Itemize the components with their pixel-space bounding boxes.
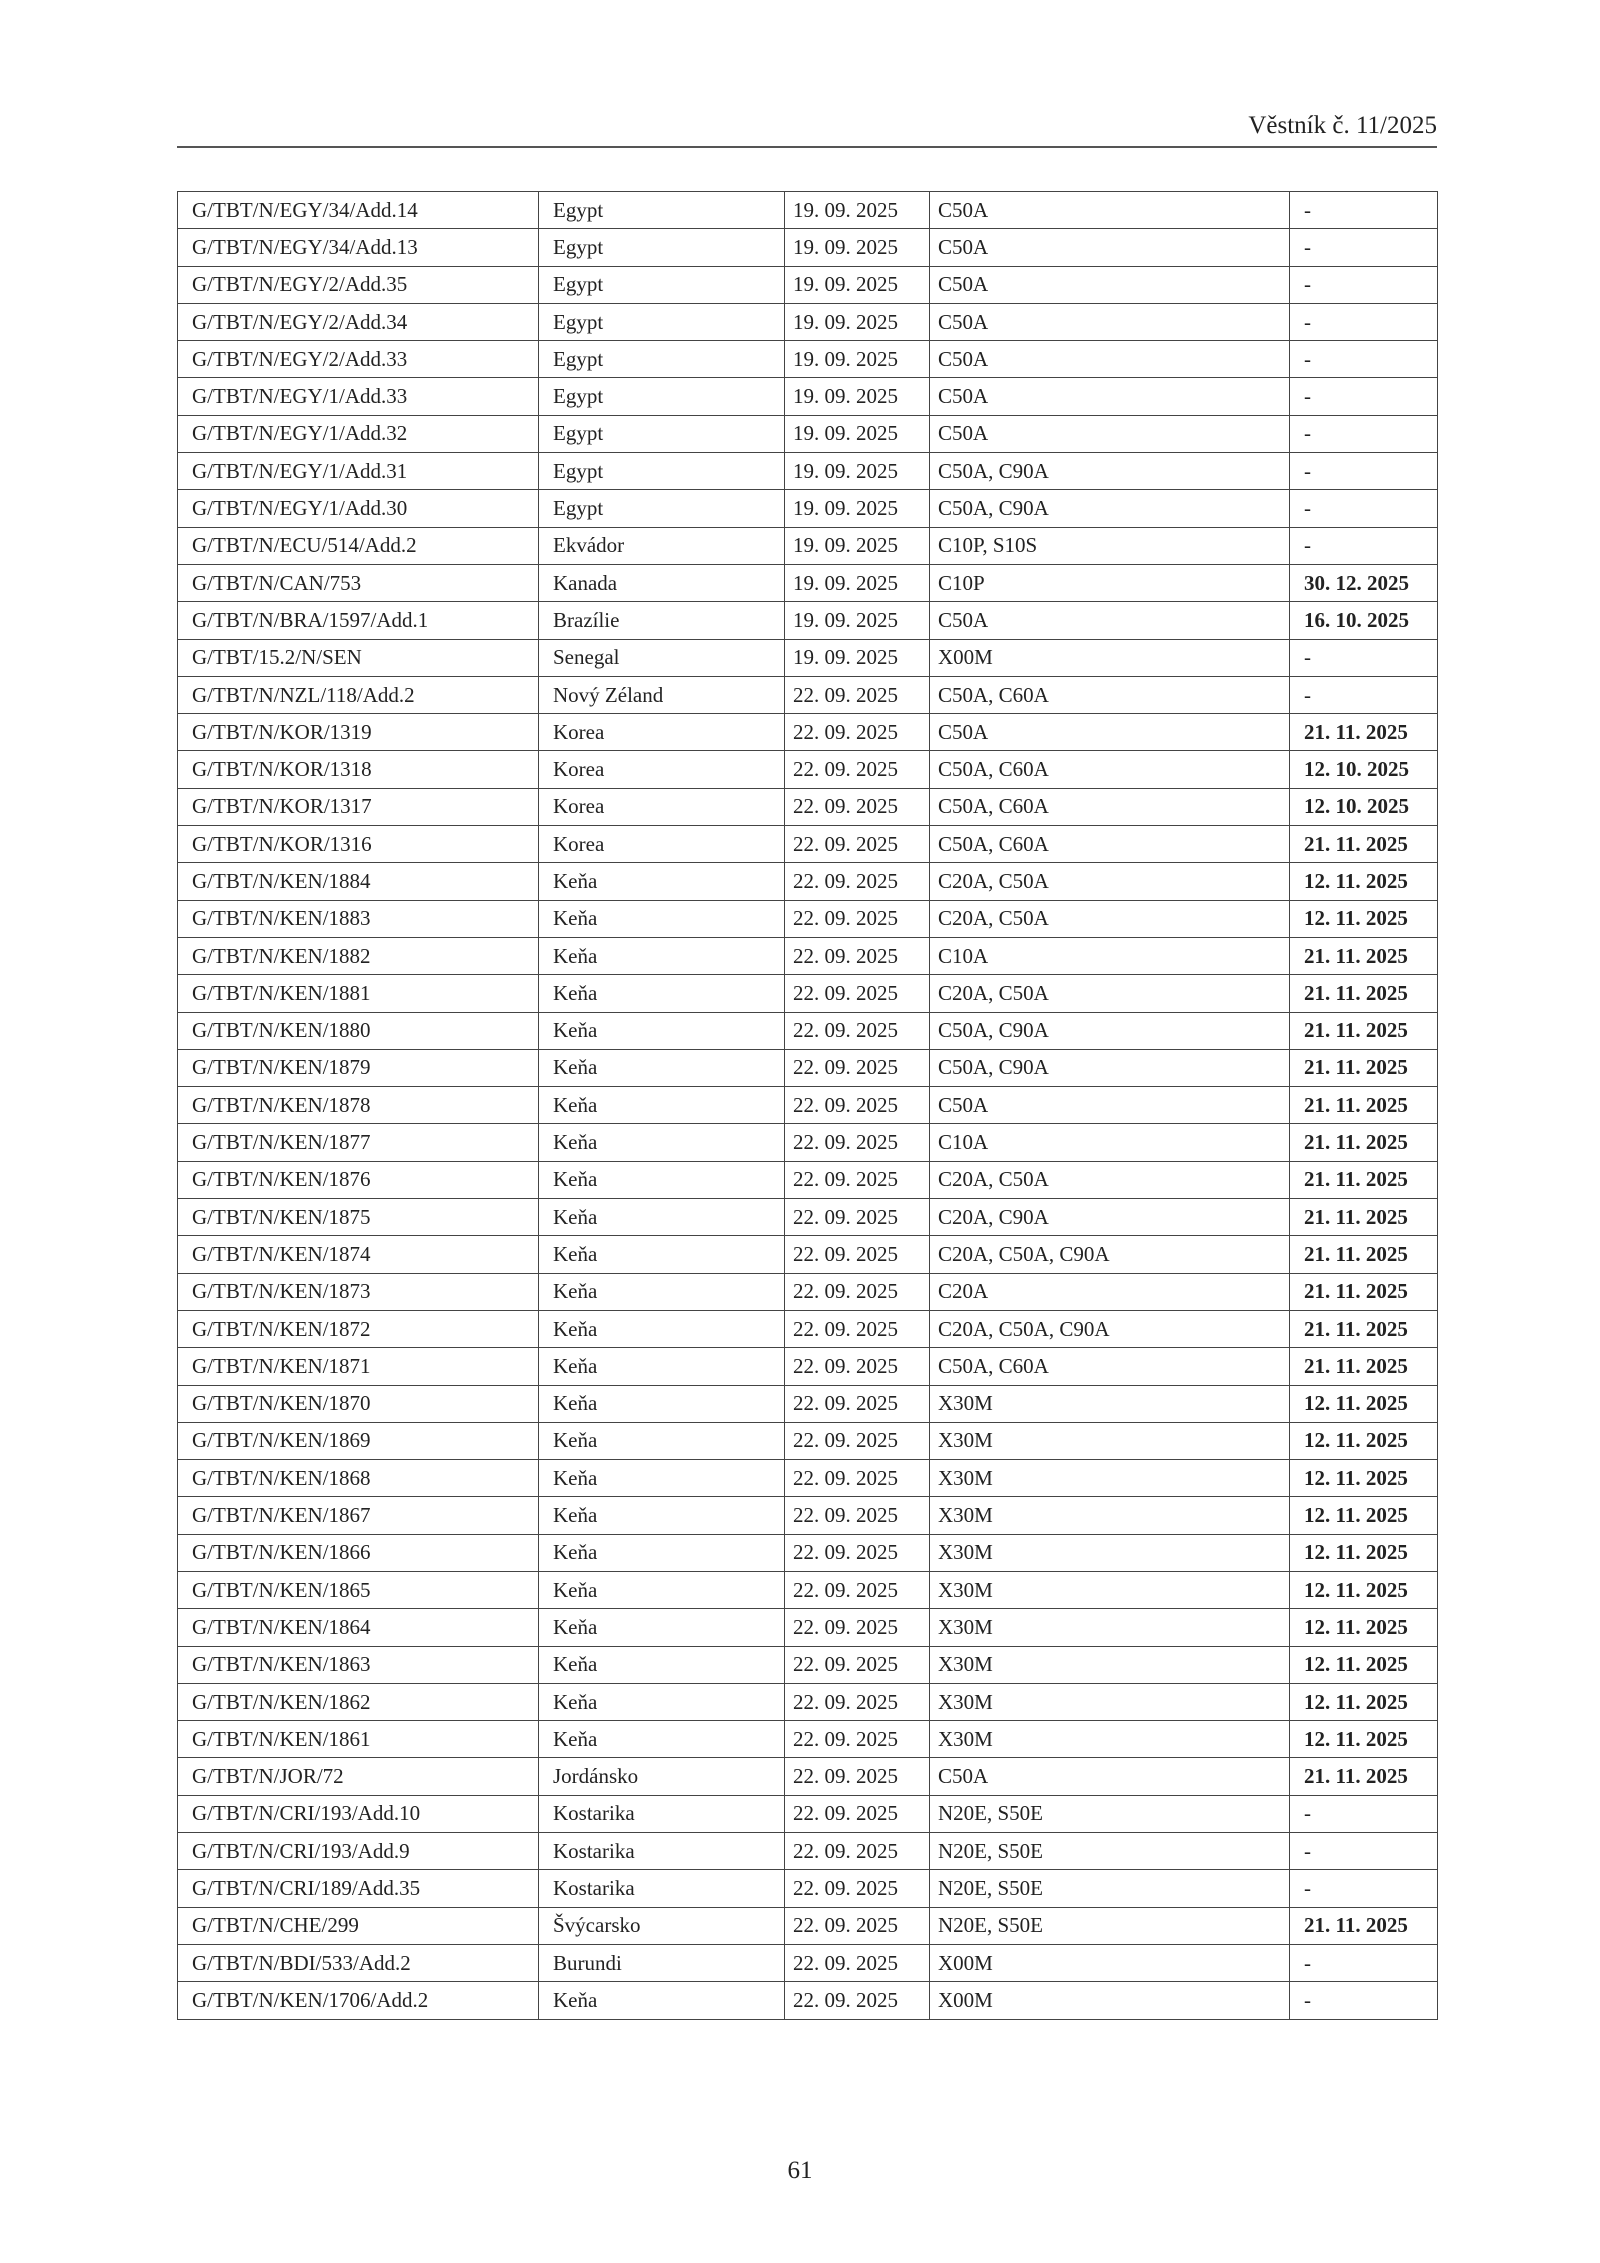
comment-deadline-cell: 12. 11. 2025 [1290, 1683, 1438, 1720]
country-cell: Egypt [539, 415, 785, 452]
comment-deadline-cell: 12. 11. 2025 [1290, 1460, 1438, 1497]
notification-date-cell: 19. 09. 2025 [785, 639, 930, 676]
product-codes-cell: N20E, S50E [930, 1833, 1290, 1870]
comment-deadline-cell: 21. 11. 2025 [1290, 1758, 1438, 1795]
comment-deadline-cell: 21. 11. 2025 [1290, 1087, 1438, 1124]
product-codes-cell: X00M [930, 1982, 1290, 2019]
table-row [178, 303, 1438, 340]
comment-deadline-cell: 21. 11. 2025 [1290, 1199, 1438, 1236]
table-row [178, 415, 1438, 452]
notification-date-cell: 22. 09. 2025 [785, 1683, 930, 1720]
document-symbol-cell: G/TBT/N/JOR/72 [178, 1758, 539, 1795]
notification-date-cell: 19. 09. 2025 [785, 341, 930, 378]
table-row [178, 378, 1438, 415]
comment-deadline-cell: - [1290, 341, 1438, 378]
comment-deadline-cell: - [1290, 676, 1438, 713]
table-row [178, 1944, 1438, 1981]
product-codes-cell: C20A, C50A, C90A [930, 1236, 1290, 1273]
document-symbol-cell: G/TBT/15.2/N/SEN [178, 639, 539, 676]
product-codes-cell: C50A [930, 415, 1290, 452]
table-row [178, 863, 1438, 900]
document-symbol-cell: G/TBT/N/EGY/34/Add.13 [178, 229, 539, 266]
table-row [178, 1833, 1438, 1870]
document-symbol-cell: G/TBT/N/KEN/1868 [178, 1460, 539, 1497]
notification-date-cell: 22. 09. 2025 [785, 1982, 930, 2019]
comment-deadline-cell: 21. 11. 2025 [1290, 826, 1438, 863]
table-row [178, 1683, 1438, 1720]
document-symbol-cell: G/TBT/N/CRI/193/Add.9 [178, 1833, 539, 1870]
comment-deadline-cell: 12. 11. 2025 [1290, 1721, 1438, 1758]
comment-deadline-cell: 16. 10. 2025 [1290, 602, 1438, 639]
product-codes-cell: C10P [930, 564, 1290, 601]
country-cell: Keňa [539, 1124, 785, 1161]
notification-date-cell: 22. 09. 2025 [785, 714, 930, 751]
document-symbol-cell: G/TBT/N/KOR/1316 [178, 826, 539, 863]
country-cell: Keňa [539, 1982, 785, 2019]
comment-deadline-cell: 12. 10. 2025 [1290, 751, 1438, 788]
country-cell: Senegal [539, 639, 785, 676]
table-row [178, 788, 1438, 825]
notification-date-cell: 19. 09. 2025 [785, 490, 930, 527]
product-codes-cell: C50A [930, 266, 1290, 303]
country-cell: Keňa [539, 1646, 785, 1683]
document-symbol-cell: G/TBT/N/KEN/1883 [178, 900, 539, 937]
comment-deadline-cell: 21. 11. 2025 [1290, 937, 1438, 974]
country-cell: Egypt [539, 453, 785, 490]
document-symbol-cell: G/TBT/N/EGY/1/Add.31 [178, 453, 539, 490]
notification-date-cell: 22. 09. 2025 [785, 1758, 930, 1795]
country-cell: Korea [539, 714, 785, 751]
country-cell: Keňa [539, 1310, 785, 1347]
document-symbol-cell: G/TBT/N/ECU/514/Add.2 [178, 527, 539, 564]
country-cell: Keňa [539, 1161, 785, 1198]
comment-deadline-cell: - [1290, 1795, 1438, 1832]
product-codes-cell: C50A, C90A [930, 490, 1290, 527]
notification-date-cell: 22. 09. 2025 [785, 788, 930, 825]
product-codes-cell: C20A, C50A [930, 863, 1290, 900]
notification-date-cell: 22. 09. 2025 [785, 1273, 930, 1310]
header-divider [177, 146, 1437, 148]
comment-deadline-cell: 12. 11. 2025 [1290, 1571, 1438, 1608]
document-symbol-cell: G/TBT/N/NZL/118/Add.2 [178, 676, 539, 713]
notification-date-cell: 22. 09. 2025 [785, 1497, 930, 1534]
table-row [178, 453, 1438, 490]
table-row [178, 1907, 1438, 1944]
document-symbol-cell: G/TBT/N/KEN/1881 [178, 975, 539, 1012]
table-row [178, 1795, 1438, 1832]
product-codes-cell: X00M [930, 639, 1290, 676]
product-codes-cell: C50A, C90A [930, 1049, 1290, 1086]
notification-date-cell: 19. 09. 2025 [785, 378, 930, 415]
product-codes-cell: C50A [930, 303, 1290, 340]
country-cell: Keňa [539, 863, 785, 900]
notification-date-cell: 22. 09. 2025 [785, 1087, 930, 1124]
country-cell: Keňa [539, 900, 785, 937]
comment-deadline-cell: - [1290, 1870, 1438, 1907]
country-cell: Korea [539, 751, 785, 788]
country-cell: Ekvádor [539, 527, 785, 564]
comment-deadline-cell: - [1290, 303, 1438, 340]
comment-deadline-cell: - [1290, 266, 1438, 303]
country-cell: Keňa [539, 1385, 785, 1422]
country-cell: Keňa [539, 1236, 785, 1273]
product-codes-cell: X30M [930, 1571, 1290, 1608]
document-symbol-cell: G/TBT/N/KEN/1865 [178, 1571, 539, 1608]
notification-date-cell: 19. 09. 2025 [785, 453, 930, 490]
notifications-table [177, 191, 1438, 2020]
country-cell: Keňa [539, 1609, 785, 1646]
product-codes-cell: C50A [930, 378, 1290, 415]
country-cell: Kostarika [539, 1795, 785, 1832]
table-row [178, 490, 1438, 527]
document-symbol-cell: G/TBT/N/EGY/1/Add.32 [178, 415, 539, 452]
comment-deadline-cell: - [1290, 1944, 1438, 1981]
country-cell: Egypt [539, 341, 785, 378]
country-cell: Brazílie [539, 602, 785, 639]
notification-date-cell: 22. 09. 2025 [785, 1199, 930, 1236]
product-codes-cell: X30M [930, 1497, 1290, 1534]
comment-deadline-cell: 21. 11. 2025 [1290, 1310, 1438, 1347]
comment-deadline-cell: - [1290, 490, 1438, 527]
notification-date-cell: 22. 09. 2025 [785, 1534, 930, 1571]
comment-deadline-cell: 12. 11. 2025 [1290, 1422, 1438, 1459]
country-cell: Keňa [539, 937, 785, 974]
notification-date-cell: 19. 09. 2025 [785, 527, 930, 564]
notification-date-cell: 22. 09. 2025 [785, 751, 930, 788]
comment-deadline-cell: - [1290, 1982, 1438, 2019]
country-cell: Egypt [539, 266, 785, 303]
notification-date-cell: 19. 09. 2025 [785, 192, 930, 229]
country-cell: Keňa [539, 1348, 785, 1385]
notification-date-cell: 22. 09. 2025 [785, 1721, 930, 1758]
product-codes-cell: X30M [930, 1422, 1290, 1459]
notification-date-cell: 22. 09. 2025 [785, 1422, 930, 1459]
notification-date-cell: 19. 09. 2025 [785, 266, 930, 303]
comment-deadline-cell: 21. 11. 2025 [1290, 1161, 1438, 1198]
country-cell: Egypt [539, 378, 785, 415]
product-codes-cell: C50A [930, 1087, 1290, 1124]
table-row [178, 1199, 1438, 1236]
country-cell: Keňa [539, 1460, 785, 1497]
table-row [178, 1124, 1438, 1161]
notification-date-cell: 22. 09. 2025 [785, 1460, 930, 1497]
notification-date-cell: 22. 09. 2025 [785, 826, 930, 863]
document-symbol-cell: G/TBT/N/EGY/1/Add.33 [178, 378, 539, 415]
comment-deadline-cell: - [1290, 192, 1438, 229]
table-row [178, 1870, 1438, 1907]
table-row [178, 975, 1438, 1012]
country-cell: Egypt [539, 229, 785, 266]
comment-deadline-cell: - [1290, 229, 1438, 266]
product-codes-cell: C50A [930, 229, 1290, 266]
product-codes-cell: C50A, C60A [930, 751, 1290, 788]
table-row [178, 1012, 1438, 1049]
country-cell: Keňa [539, 1199, 785, 1236]
document-symbol-cell: G/TBT/N/KEN/1882 [178, 937, 539, 974]
table-row [178, 1310, 1438, 1347]
product-codes-cell: C50A, C60A [930, 1348, 1290, 1385]
product-codes-cell: C50A [930, 602, 1290, 639]
comment-deadline-cell: 21. 11. 2025 [1290, 1348, 1438, 1385]
product-codes-cell: N20E, S50E [930, 1907, 1290, 1944]
notification-date-cell: 19. 09. 2025 [785, 564, 930, 601]
country-cell: Korea [539, 788, 785, 825]
country-cell: Kostarika [539, 1833, 785, 1870]
table-row [178, 1273, 1438, 1310]
country-cell: Keňa [539, 1497, 785, 1534]
table-row [178, 1571, 1438, 1608]
country-cell: Burundi [539, 1944, 785, 1981]
notification-date-cell: 22. 09. 2025 [785, 1795, 930, 1832]
notification-date-cell: 22. 09. 2025 [785, 900, 930, 937]
table-row [178, 229, 1438, 266]
product-codes-cell: X30M [930, 1385, 1290, 1422]
notification-date-cell: 22. 09. 2025 [785, 937, 930, 974]
notification-date-cell: 22. 09. 2025 [785, 1049, 930, 1086]
table-row [178, 1646, 1438, 1683]
table-row [178, 1385, 1438, 1422]
comment-deadline-cell: 21. 11. 2025 [1290, 1907, 1438, 1944]
country-cell: Keňa [539, 1422, 785, 1459]
table-row [178, 1721, 1438, 1758]
notification-date-cell: 19. 09. 2025 [785, 602, 930, 639]
comment-deadline-cell: 12. 11. 2025 [1290, 1646, 1438, 1683]
comment-deadline-cell: 21. 11. 2025 [1290, 1273, 1438, 1310]
notification-date-cell: 22. 09. 2025 [785, 1012, 930, 1049]
table-row [178, 602, 1438, 639]
table-row [178, 527, 1438, 564]
table-row [178, 341, 1438, 378]
notification-date-cell: 19. 09. 2025 [785, 303, 930, 340]
document-symbol-cell: G/TBT/N/KEN/1884 [178, 863, 539, 900]
country-cell: Keňa [539, 1087, 785, 1124]
product-codes-cell: X30M [930, 1460, 1290, 1497]
comment-deadline-cell: - [1290, 527, 1438, 564]
product-codes-cell: C50A, C60A [930, 676, 1290, 713]
table-row [178, 639, 1438, 676]
comment-deadline-cell: 21. 11. 2025 [1290, 1236, 1438, 1273]
table-row [178, 564, 1438, 601]
country-cell: Švýcarsko [539, 1907, 785, 1944]
notification-date-cell: 22. 09. 2025 [785, 1161, 930, 1198]
table-row [178, 1982, 1438, 2019]
product-codes-cell: X30M [930, 1646, 1290, 1683]
product-codes-cell: C50A [930, 714, 1290, 751]
document-symbol-cell: G/TBT/N/KEN/1862 [178, 1683, 539, 1720]
country-cell: Keňa [539, 1683, 785, 1720]
country-cell: Keňa [539, 1273, 785, 1310]
product-codes-cell: X30M [930, 1534, 1290, 1571]
comment-deadline-cell: 12. 11. 2025 [1290, 863, 1438, 900]
notification-date-cell: 22. 09. 2025 [785, 1609, 930, 1646]
document-symbol-cell: G/TBT/N/KEN/1869 [178, 1422, 539, 1459]
table-row [178, 714, 1438, 751]
comment-deadline-cell: - [1290, 639, 1438, 676]
product-codes-cell: C20A [930, 1273, 1290, 1310]
notification-date-cell: 22. 09. 2025 [785, 1310, 930, 1347]
product-codes-cell: N20E, S50E [930, 1795, 1290, 1832]
document-symbol-cell: G/TBT/N/KOR/1317 [178, 788, 539, 825]
country-cell: Korea [539, 826, 785, 863]
comment-deadline-cell: 12. 11. 2025 [1290, 1534, 1438, 1571]
product-codes-cell: C50A, C60A [930, 826, 1290, 863]
notification-date-cell: 22. 09. 2025 [785, 975, 930, 1012]
document-symbol-cell: G/TBT/N/KEN/1878 [178, 1087, 539, 1124]
product-codes-cell: C20A, C50A [930, 1161, 1290, 1198]
document-symbol-cell: G/TBT/N/EGY/2/Add.33 [178, 341, 539, 378]
comment-deadline-cell: - [1290, 378, 1438, 415]
table-row [178, 826, 1438, 863]
comment-deadline-cell: - [1290, 415, 1438, 452]
product-codes-cell: C20A, C50A [930, 900, 1290, 937]
table-row [178, 1422, 1438, 1459]
table-row [178, 1758, 1438, 1795]
document-symbol-cell: G/TBT/N/CRI/189/Add.35 [178, 1870, 539, 1907]
document-symbol-cell: G/TBT/N/KEN/1875 [178, 1199, 539, 1236]
document-symbol-cell: G/TBT/N/KEN/1706/Add.2 [178, 1982, 539, 2019]
comment-deadline-cell: 12. 11. 2025 [1290, 900, 1438, 937]
table-row [178, 1236, 1438, 1273]
country-cell: Nový Zéland [539, 676, 785, 713]
comment-deadline-cell: - [1290, 1833, 1438, 1870]
document-symbol-cell: G/TBT/N/KEN/1879 [178, 1049, 539, 1086]
comment-deadline-cell: 12. 11. 2025 [1290, 1385, 1438, 1422]
notification-date-cell: 19. 09. 2025 [785, 229, 930, 266]
notification-date-cell: 22. 09. 2025 [785, 1907, 930, 1944]
document-symbol-cell: G/TBT/N/KEN/1872 [178, 1310, 539, 1347]
comment-deadline-cell: 12. 11. 2025 [1290, 1497, 1438, 1534]
comment-deadline-cell: 21. 11. 2025 [1290, 975, 1438, 1012]
product-codes-cell: C50A [930, 341, 1290, 378]
document-symbol-cell: G/TBT/N/KEN/1863 [178, 1646, 539, 1683]
notification-date-cell: 22. 09. 2025 [785, 1944, 930, 1981]
product-codes-cell: C50A, C90A [930, 1012, 1290, 1049]
product-codes-cell: C50A, C60A [930, 788, 1290, 825]
notification-date-cell: 22. 09. 2025 [785, 1571, 930, 1608]
comment-deadline-cell: - [1290, 453, 1438, 490]
table-row [178, 1348, 1438, 1385]
country-cell: Keňa [539, 1571, 785, 1608]
comment-deadline-cell: 21. 11. 2025 [1290, 714, 1438, 751]
document-symbol-cell: G/TBT/N/KOR/1319 [178, 714, 539, 751]
notification-date-cell: 22. 09. 2025 [785, 676, 930, 713]
product-codes-cell: C10P, S10S [930, 527, 1290, 564]
comment-deadline-cell: 12. 10. 2025 [1290, 788, 1438, 825]
table-row [178, 1161, 1438, 1198]
document-symbol-cell: G/TBT/N/CRI/193/Add.10 [178, 1795, 539, 1832]
product-codes-cell: C10A [930, 937, 1290, 974]
document-symbol-cell: G/TBT/N/KEN/1876 [178, 1161, 539, 1198]
document-symbol-cell: G/TBT/N/EGY/1/Add.30 [178, 490, 539, 527]
product-codes-cell: C20A, C90A [930, 1199, 1290, 1236]
product-codes-cell: X00M [930, 1944, 1290, 1981]
product-codes-cell: X30M [930, 1683, 1290, 1720]
country-cell: Keňa [539, 1049, 785, 1086]
product-codes-cell: X30M [930, 1609, 1290, 1646]
document-symbol-cell: G/TBT/N/EGY/2/Add.34 [178, 303, 539, 340]
product-codes-cell: C10A [930, 1124, 1290, 1161]
country-cell: Egypt [539, 490, 785, 527]
table-row [178, 266, 1438, 303]
comment-deadline-cell: 21. 11. 2025 [1290, 1049, 1438, 1086]
table-row [178, 1497, 1438, 1534]
notification-date-cell: 22. 09. 2025 [785, 1833, 930, 1870]
table-row [178, 900, 1438, 937]
notification-date-cell: 22. 09. 2025 [785, 1124, 930, 1161]
comment-deadline-cell: 21. 11. 2025 [1290, 1124, 1438, 1161]
product-codes-cell: N20E, S50E [930, 1870, 1290, 1907]
document-symbol-cell: G/TBT/N/EGY/34/Add.14 [178, 192, 539, 229]
document-symbol-cell: G/TBT/N/KEN/1870 [178, 1385, 539, 1422]
document-symbol-cell: G/TBT/N/KEN/1873 [178, 1273, 539, 1310]
notification-date-cell: 22. 09. 2025 [785, 863, 930, 900]
comment-deadline-cell: 30. 12. 2025 [1290, 564, 1438, 601]
country-cell: Keňa [539, 1012, 785, 1049]
table-row [178, 192, 1438, 229]
page-number: 61 [787, 2157, 813, 2184]
document-symbol-cell: G/TBT/N/BRA/1597/Add.1 [178, 602, 539, 639]
table-row [178, 1049, 1438, 1086]
table-row [178, 1460, 1438, 1497]
notification-date-cell: 22. 09. 2025 [785, 1870, 930, 1907]
document-symbol-cell: G/TBT/N/EGY/2/Add.35 [178, 266, 539, 303]
product-codes-cell: C20A, C50A [930, 975, 1290, 1012]
country-cell: Kostarika [539, 1870, 785, 1907]
comment-deadline-cell: 12. 11. 2025 [1290, 1609, 1438, 1646]
table-row [178, 1534, 1438, 1571]
table-row [178, 937, 1438, 974]
document-symbol-cell: G/TBT/N/KEN/1867 [178, 1497, 539, 1534]
document-symbol-cell: G/TBT/N/KOR/1318 [178, 751, 539, 788]
document-symbol-cell: G/TBT/N/KEN/1866 [178, 1534, 539, 1571]
table-row [178, 1087, 1438, 1124]
document-symbol-cell: G/TBT/N/KEN/1874 [178, 1236, 539, 1273]
notification-date-cell: 19. 09. 2025 [785, 415, 930, 452]
notification-date-cell: 22. 09. 2025 [785, 1646, 930, 1683]
table-row [178, 1609, 1438, 1646]
product-codes-cell: C50A [930, 192, 1290, 229]
product-codes-cell: X30M [930, 1721, 1290, 1758]
country-cell: Egypt [539, 303, 785, 340]
notification-date-cell: 22. 09. 2025 [785, 1236, 930, 1273]
comment-deadline-cell: 21. 11. 2025 [1290, 1012, 1438, 1049]
document-symbol-cell: G/TBT/N/KEN/1871 [178, 1348, 539, 1385]
country-cell: Egypt [539, 192, 785, 229]
country-cell: Jordánsko [539, 1758, 785, 1795]
document-symbol-cell: G/TBT/N/KEN/1864 [178, 1609, 539, 1646]
notification-date-cell: 22. 09. 2025 [785, 1385, 930, 1422]
product-codes-cell: C50A, C90A [930, 453, 1290, 490]
country-cell: Kanada [539, 564, 785, 601]
product-codes-cell: C20A, C50A, C90A [930, 1310, 1290, 1347]
journal-header-title: Věstník č. 11/2025 [1248, 112, 1437, 139]
country-cell: Keňa [539, 1534, 785, 1571]
product-codes-cell: C50A [930, 1758, 1290, 1795]
document-symbol-cell: G/TBT/N/BDI/533/Add.2 [178, 1944, 539, 1981]
document-symbol-cell: G/TBT/N/CHE/299 [178, 1907, 539, 1944]
document-symbol-cell: G/TBT/N/CAN/753 [178, 564, 539, 601]
document-symbol-cell: G/TBT/N/KEN/1861 [178, 1721, 539, 1758]
table-row [178, 751, 1438, 788]
notification-date-cell: 22. 09. 2025 [785, 1348, 930, 1385]
document-symbol-cell: G/TBT/N/KEN/1880 [178, 1012, 539, 1049]
country-cell: Keňa [539, 975, 785, 1012]
table-row [178, 676, 1438, 713]
document-symbol-cell: G/TBT/N/KEN/1877 [178, 1124, 539, 1161]
country-cell: Keňa [539, 1721, 785, 1758]
